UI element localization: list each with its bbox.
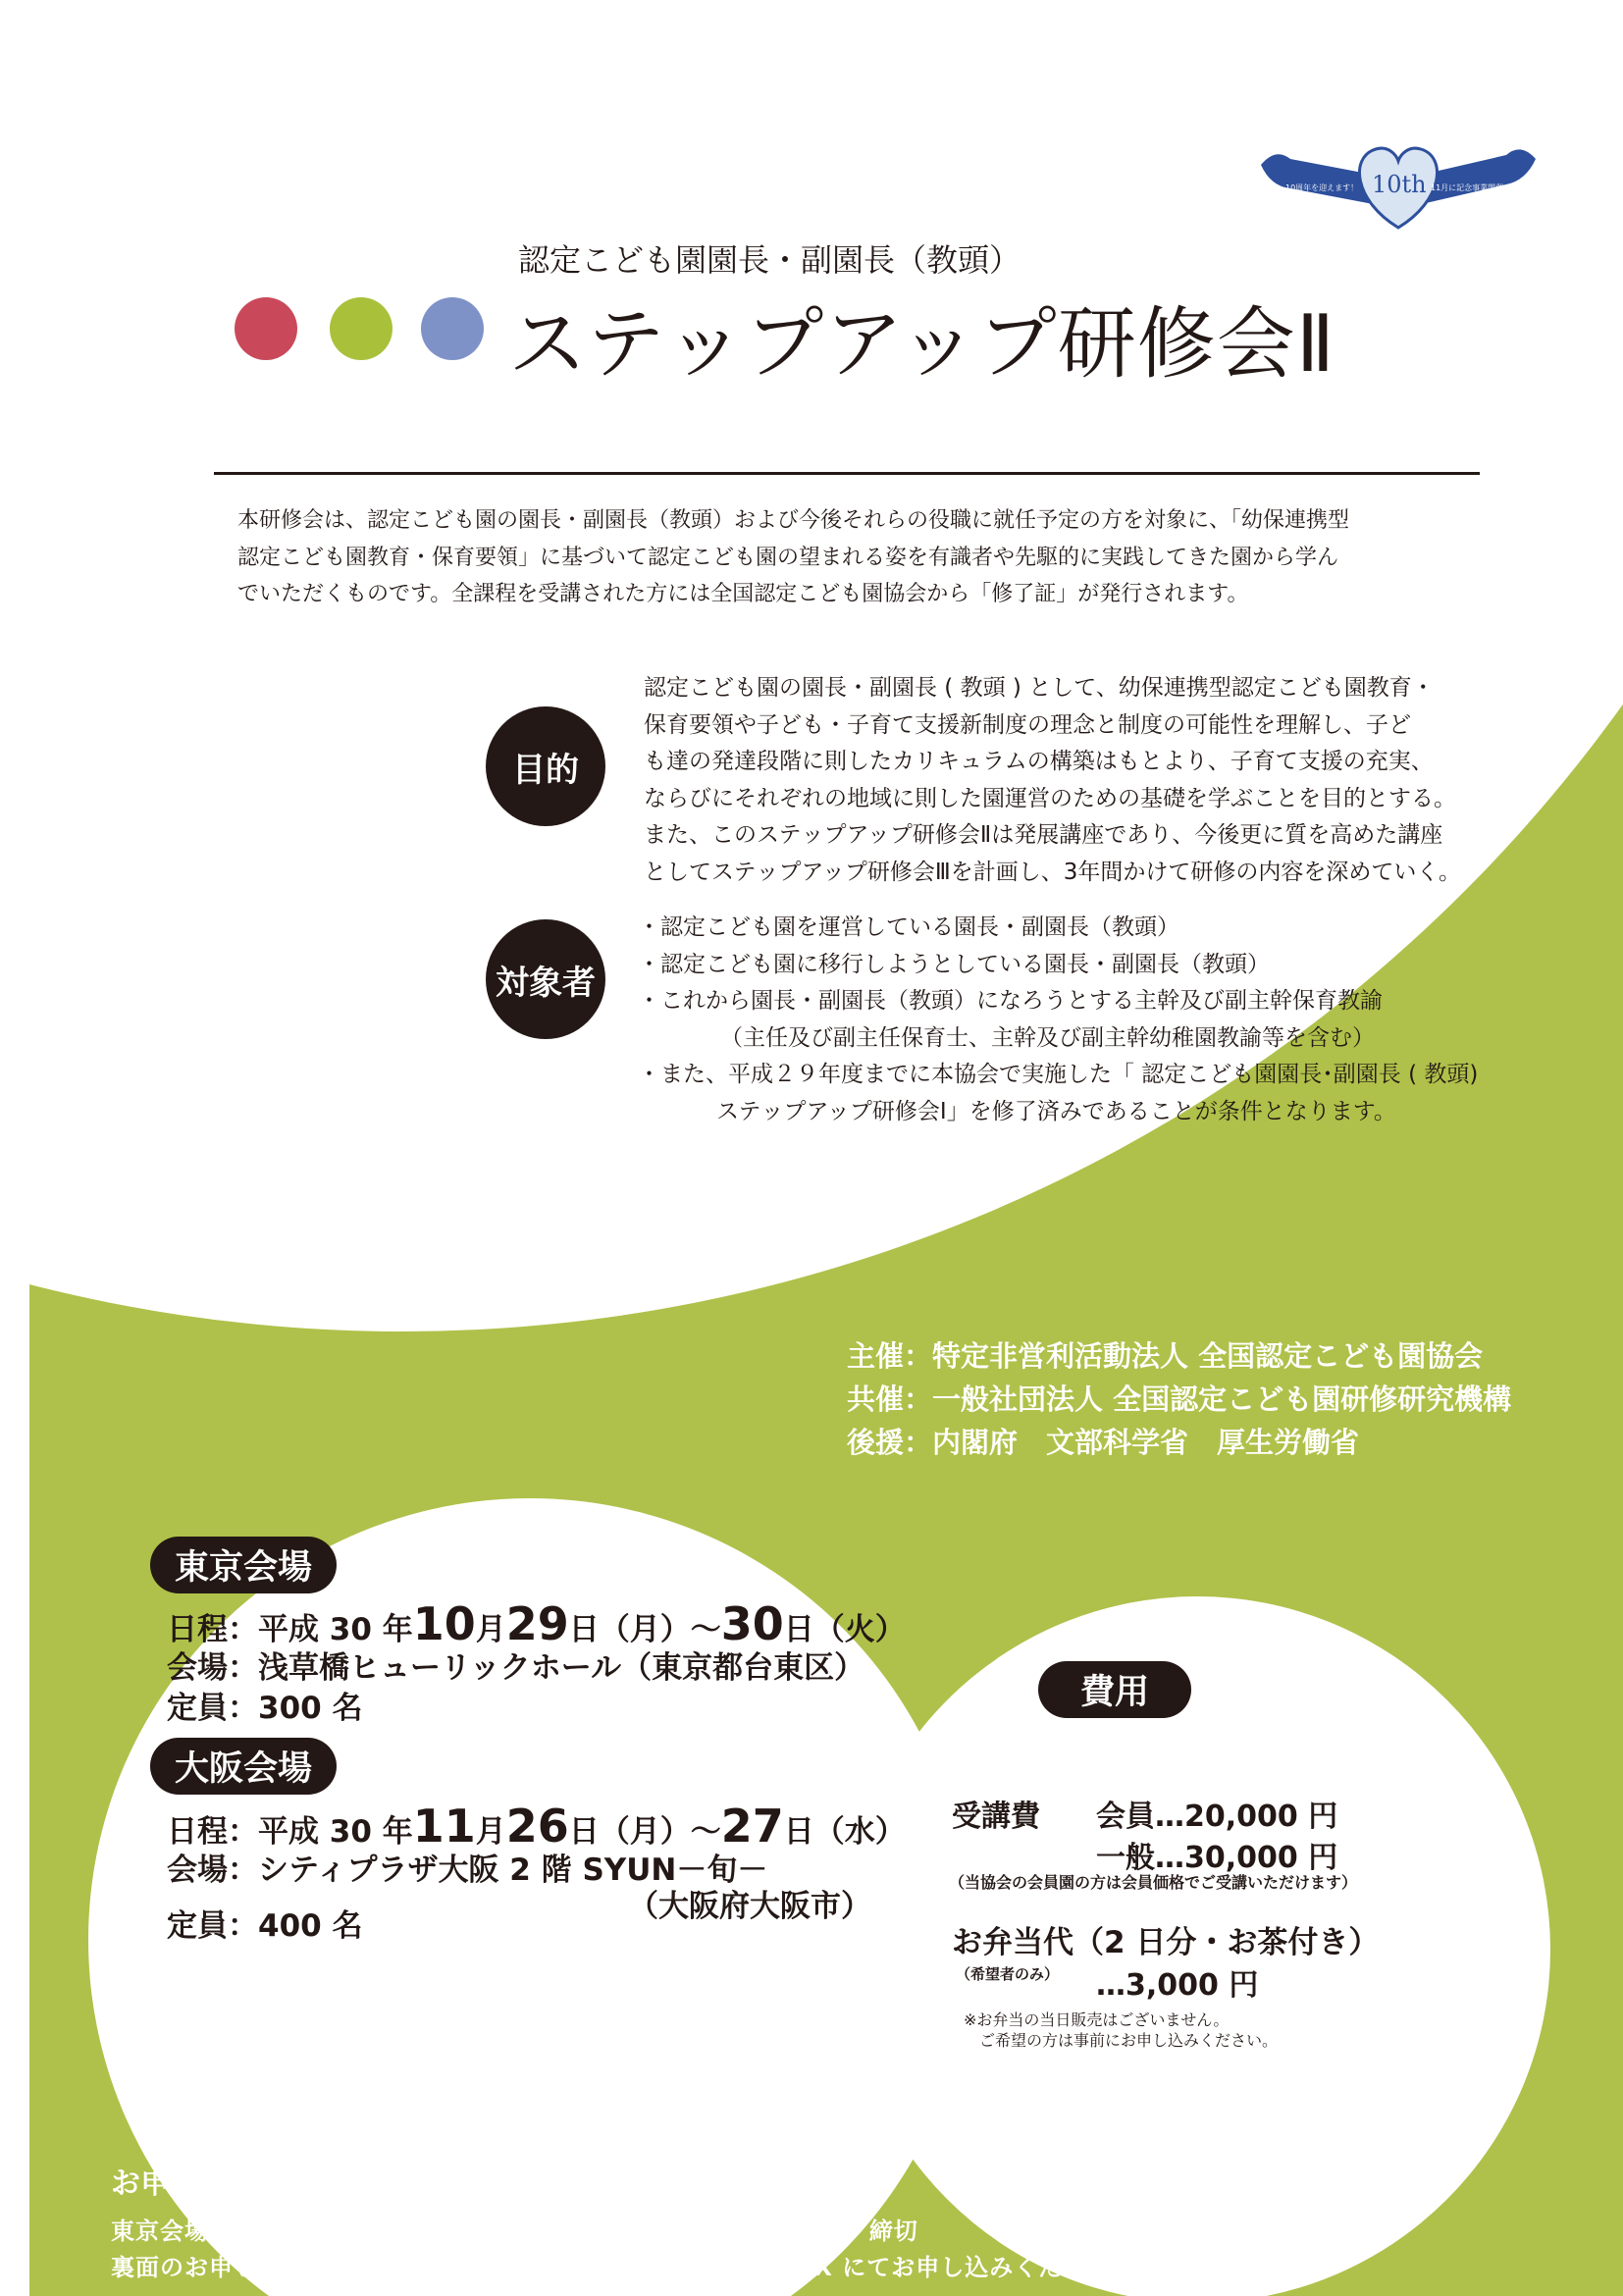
tokyo-capacity: 定員：300 名	[167, 1691, 363, 1726]
green-dot	[330, 297, 393, 360]
tuition-label: 受講費	[952, 1800, 1040, 1834]
tokyo-date-prefix: 日程：平成 30 年	[167, 1612, 413, 1647]
osaka-day-end: 27	[720, 1800, 784, 1852]
title-divider	[214, 472, 1480, 475]
tokyo-day-end-unit: 日（火）	[783, 1612, 906, 1647]
lunch-label: お弁当代（2 日分・お茶付き）	[952, 1925, 1380, 1960]
target-badge: 対象者	[486, 919, 605, 1039]
intro-text	[237, 502, 1349, 613]
purpose-line: も達の発達段階に則したカリキュラムの構築はもとより、子育て支援の充実、	[644, 749, 1434, 774]
tokyo-month: 10	[412, 1597, 476, 1650]
intro-line: 本研修会は、認定こども園の園長・副園長（教頭）および今後それらの役職に就任予定の方を対象に、「幼保連携型	[237, 508, 1350, 533]
tokyo-month-unit: 月	[475, 1612, 506, 1647]
osaka-capacity: 定員：400 名	[167, 1908, 363, 1944]
purpose-badge: 目的	[486, 706, 605, 826]
osaka-month: 11	[412, 1800, 476, 1852]
organizer-label: 主催：	[847, 1339, 933, 1373]
target-line: ・また、平成２９年度までに本協会で実施した「 認定こども園園長･副園長 ( 教頭)	[638, 1062, 1479, 1087]
osaka-venue-label: 大阪会場	[150, 1738, 337, 1795]
organizer-value: 一般社団法人 全国認定こども園研修研究機構	[932, 1383, 1512, 1416]
general-fee: 一般…30,000 円	[1096, 1841, 1338, 1875]
lunch-remark-1: ※お弁当の当日販売はございません。	[964, 2010, 1230, 2029]
intro-line: 認定こども園教育・保育要領」に基づいて認定こども園の望まれる姿を有識者や先駆的に実践してきた園から学ん	[237, 545, 1339, 570]
tokyo-day-end: 30	[720, 1597, 784, 1650]
target-line: （主任及び副主任保育士、主幹及び副主幹幼稚園教諭等を含む）	[720, 1024, 1375, 1051]
anniversary-badge	[1256, 137, 1541, 235]
blue-dot	[421, 297, 484, 360]
organizer-label: 共催：	[847, 1383, 933, 1416]
tokyo-venue: 会場：浅草橋ヒューリックホール（東京都台東区）	[167, 1650, 865, 1686]
purpose-line: 保育要領や子ども・子育て支援新制度の理念と制度の可能性を理解し、子ど	[644, 711, 1411, 738]
intro-line: でいただくものです。全課程を受講された方には全国認定こども園協会から「修了証」が発行されます。	[237, 582, 1249, 606]
target-line: ・認定こども園を運営している園長・副園長（教頭）	[638, 914, 1179, 940]
purpose-text	[644, 670, 1461, 891]
organizer-row	[847, 1421, 1511, 1464]
red-dot	[235, 297, 297, 360]
member-fee: 会員…20,000 円	[1096, 1800, 1338, 1834]
osaka-venue-city: （大阪府大阪市）	[628, 1889, 871, 1924]
ribbon-right-text: 11月に記念事業開催	[1431, 183, 1504, 192]
apply-title: お申し込み	[111, 2166, 258, 2201]
purpose-line: としてステップアップ研修会Ⅲを計画し、3年間かけて研修の内容を深めていく。	[644, 859, 1461, 885]
target-line: ステップアップ研修会Ⅰ」を修了済みであることが条件となります。	[716, 1098, 1396, 1124]
apply-deadline: 東京会場…10 月 15 日（月）締切 大阪会場…11 月 12 日（月）締切	[111, 2218, 918, 2245]
osaka-day-start-unit: 日（月）～	[568, 1814, 721, 1850]
osaka-day-start: 26	[505, 1800, 569, 1852]
tokyo-venue-label: 東京会場	[150, 1537, 337, 1593]
lunch-remark-2: ご希望の方は事前にお申し込みください。	[979, 2031, 1279, 2050]
target-line: ・認定こども園に移行しようとしている園長・副園長（教頭）	[638, 951, 1270, 977]
purpose-line: また、このステップアップ研修会Ⅱは発展講座であり、今後更に質を高めた講座	[644, 822, 1443, 848]
fee-label: 費用	[1038, 1661, 1191, 1718]
target-line: ・これから園長・副園長（教頭）になろうとする主幹及び副主幹保育教諭	[638, 988, 1383, 1014]
organizer-value: 内閣府 文部科学省 厚生労働省	[932, 1426, 1360, 1459]
osaka-day-end-unit: 日（水）	[783, 1814, 906, 1850]
tokyo-day-start: 29	[505, 1597, 569, 1650]
organizer-label: 後援：	[847, 1426, 933, 1459]
purpose-line: 認定こども園の園長・副園長 ( 教頭 ) として、幼保連携型認定こども園教育・	[644, 675, 1435, 701]
target-text	[638, 910, 1478, 1130]
osaka-venue: 会場：シティプラザ大阪 2 階 SYUN－旬－	[167, 1852, 768, 1888]
ribbon-left-text: 10周年を迎えます！	[1285, 183, 1359, 192]
organizer-row	[847, 1334, 1511, 1378]
organizer-value: 特定非営利活動法人 全国認定こども園協会	[932, 1339, 1484, 1373]
subtitle: 認定こども園園長・副園長（教頭）	[518, 241, 1021, 279]
lunch-note: （希望者のみ）	[956, 1965, 1060, 1983]
background-panel	[29, 95, 1623, 2296]
anniversary-number: 10th	[1372, 171, 1427, 198]
purpose-line: ならびにそれぞれの地域に則した園運営のための基礎を学ぶことを目的とする。	[644, 785, 1456, 811]
apply-instruction: 裏面のお申し込み手順をご確認の上、インターネットまたは FAX にてお申し込みください。	[111, 2254, 1137, 2281]
organizers	[847, 1334, 1511, 1464]
page-title: ステップアップ研修会Ⅱ	[508, 298, 1336, 390]
osaka-month-unit: 月	[475, 1814, 506, 1850]
organizer-row	[847, 1378, 1511, 1421]
tokyo-day-start-unit: 日（月）～	[568, 1612, 721, 1647]
member-fee-note: （当協会の会員園の方は会員価格でご受講いただけます）	[949, 1873, 1358, 1892]
lunch-price: …3,000 円	[1096, 1968, 1259, 2003]
osaka-date-prefix: 日程：平成 30 年	[167, 1814, 413, 1850]
